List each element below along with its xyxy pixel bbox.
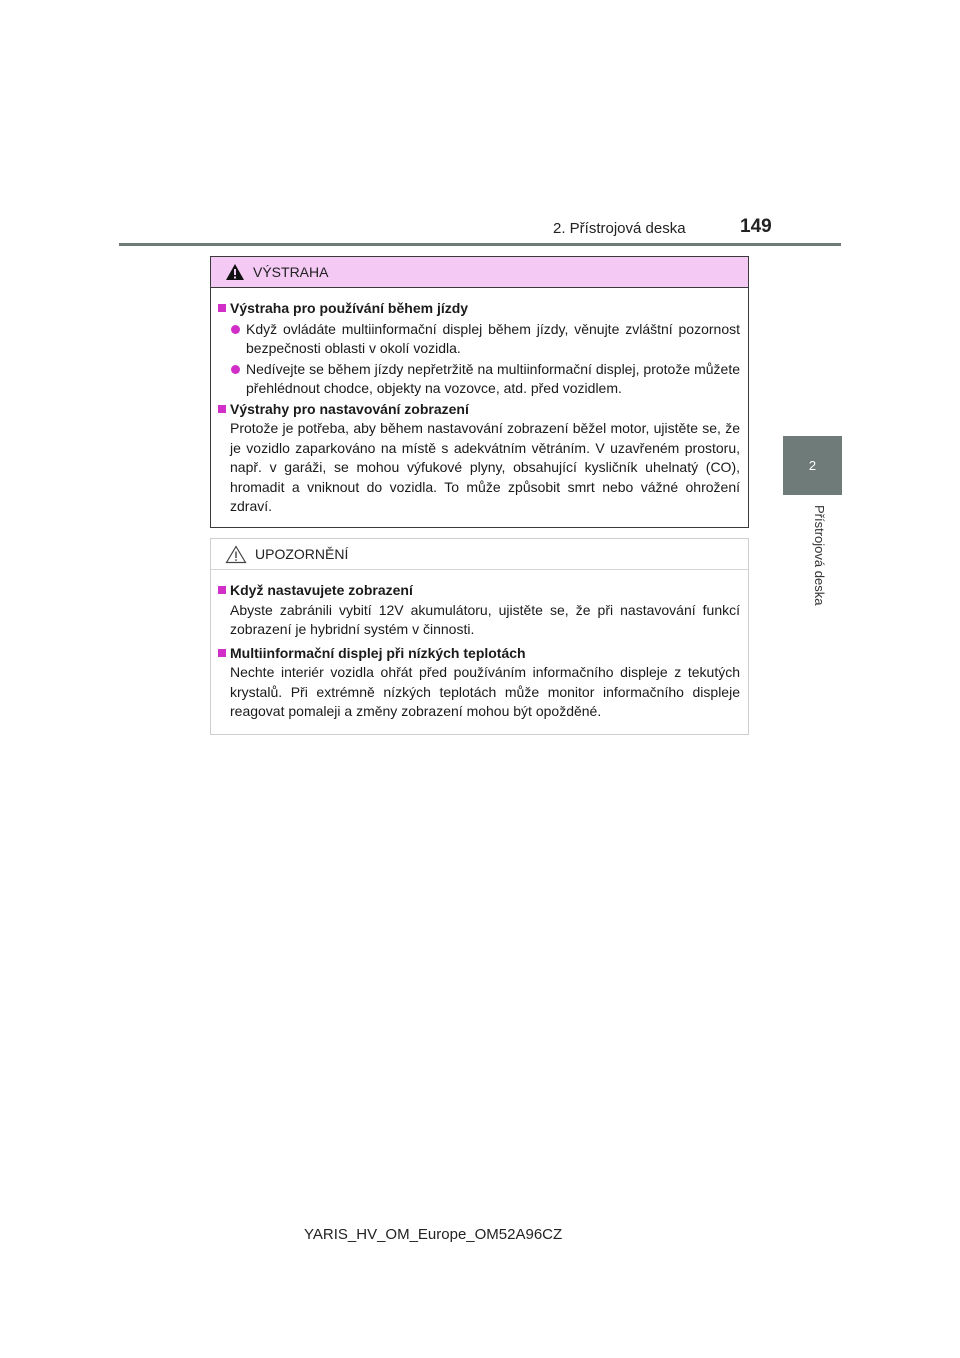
round-bullet-icon — [231, 325, 240, 334]
warning-title: VÝSTRAHA — [253, 264, 329, 280]
warning-section-heading: Výstrahy pro nastavování zobrazení — [218, 400, 740, 420]
caution-body — [211, 570, 748, 722]
header-rule — [119, 243, 841, 246]
warning-section-heading: Výstraha pro používání během jízdy — [218, 299, 740, 319]
square-bullet-icon — [218, 304, 226, 312]
chapter-tab-label: Přístrojová deska — [812, 505, 827, 606]
caution-header — [211, 539, 748, 570]
round-bullet-icon — [231, 365, 240, 374]
caution-title: UPOZORNĚNÍ — [255, 546, 349, 562]
list-item: Když ovládáte multiinformační displej během jízdy, věnujte zvláštní pozornost bezpečnosti oblasti v okolí vozidla. — [218, 320, 740, 359]
warning-paragraph: Protože je potřeba, aby během nastavování zobrazení běžel motor, ujistěte se, že je vozidlo zaparkováno na místě s adekvátním větráním. V uzavřeném prostoru, např. v garáži, se mohou výfukové plyny, obsahující kysličník uhelnatý (CO), hromadit a vniknout do vozidla. To může způsobit smrt nebo vážné ohrožení zdraví. — [230, 420, 740, 514]
caution-paragraph: Abyste zabránili vybití 12V akumulátoru, ujistěte se, že při nastavování funkcí zobrazení je hybridní systém v činnosti. — [230, 601, 740, 637]
warning-header — [211, 257, 748, 288]
caution-section-heading: Když nastavujete zobrazení — [218, 581, 740, 601]
square-bullet-icon — [218, 405, 226, 413]
warning-body — [211, 288, 748, 517]
caution-icon — [225, 545, 247, 564]
chapter-tab-number: 2 — [808, 458, 817, 473]
chapter-tab — [783, 436, 842, 495]
list-item: Nedívejte se během jízdy nepřetržitě na multiinformační displej, protože můžete přehlédnout chodce, objekty na vozovce, atd. před vozidlem. — [218, 360, 740, 399]
warning-box — [210, 256, 749, 528]
caution-paragraph: Nechte interiér vozidla ohřát před používáním informačního displeje z tekutých krystalů. Při extrémně nízkých teplotách může monitor informačního displeje reagovat pomaleji a změny zobrazení mohou být opožděné. — [230, 664, 740, 719]
square-bullet-icon — [218, 649, 226, 657]
warning-icon — [225, 263, 245, 281]
caution-box — [210, 538, 749, 735]
header-section-title: 2. Přístrojová deska — [553, 220, 686, 237]
caution-section-heading: Multiinformační displej při nízkých teplotách — [218, 644, 740, 664]
square-bullet-icon — [218, 586, 226, 594]
page-number: 149 — [740, 216, 772, 237]
document-code: YARIS_HV_OM_Europe_OM52A96CZ — [304, 1226, 563, 1243]
